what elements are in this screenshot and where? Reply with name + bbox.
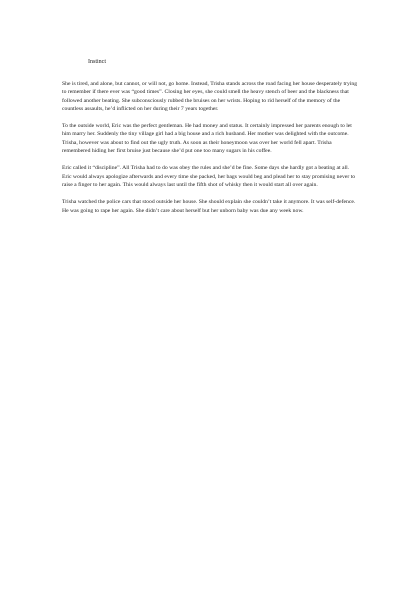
document-title: Instinct — [88, 59, 106, 65]
document-body — [62, 80, 360, 224]
paragraph-4: Trisha watched the police cars that stood outside her house. She should explain she couldn’t take it anymore. It was self-defence. He was going to rape her again. She didn’t care about herself but her unborn baby was due any week now. — [62, 199, 356, 214]
paragraph-1: She is tired, and alone, but cannot, or will not, go home. Instead, Trisha stands across the road facing her house desperately trying to remember if there ever was “good times”. Closing her eyes, she could smell the heavy stench of beer and the blackness that followed another beating. She subconsciously rubbed the bruises on her wrists. Hoping to rid herself of the memory of the countless assaults, he’d inflicted on her during their 7 years together. — [62, 81, 358, 112]
paragraph-2: To the outside world, Eric was the perfect gentleman. He had money and status. It certainly impressed her parents enough to let him marry her. Suddenly the tiny village girl had a big house and a rich husband. Her mother was delighted with the outcome. Trisha, however was about to find out the ugly truth. As soon as their honeymoon was over her world fell apart. Trisha remembered hiding her first bruise just because she’d put one too many sugars in his coffee. — [62, 123, 352, 155]
paragraph-3: Eric called it “discipline”. All Trisha had to do was obey the rules and she’d be fine. Some days she hardly got a beating at all. Eric would always apologize afterwards and every time she packed, her bags would beg and plead her to stay promising never to raise a finger to her again. This would always last until the fifth shot of whisky then it would start all over again. — [62, 165, 356, 188]
